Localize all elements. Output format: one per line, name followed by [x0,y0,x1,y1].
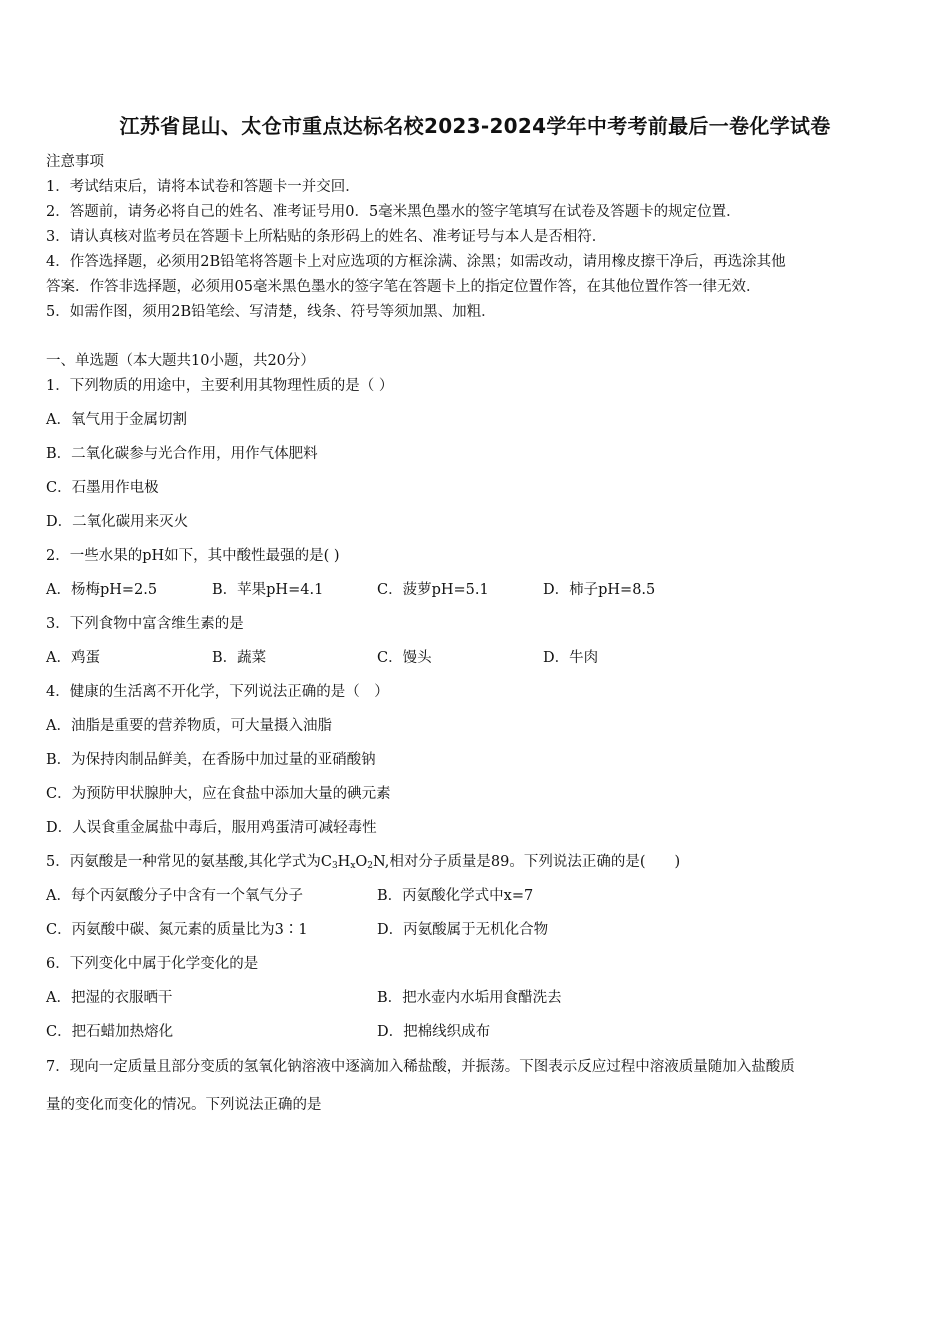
question-4-option-a: A．油脂是重要的营养物质，可大量摄入油脂 [46,718,332,734]
formula-element: O [355,854,368,870]
question-2-option-b: B．苹果pH=4.1 [212,582,324,598]
question-4-option-d: D．人误食重金属盐中毒后，服用鸡蛋清可减轻毒性 [46,820,377,836]
question-4-stem: 4．健康的生活离不开化学，下列说法正确的是（ ） [46,684,389,700]
question-6-stem: 6．下列变化中属于化学变化的是 [46,956,259,972]
section-heading: 一、单选题（本大题共10小题，共20分） [46,353,315,369]
question-3-option-b: B．蔬菜 [212,650,267,666]
question-2-stem: 2．一些水果的pH如下，其中酸性最强的是( ) [46,548,340,564]
notice-item: 答案．作答非选择题，必须用05毫米黑色墨水的签字笔在答题卡上的指定位置作答，在其他位置作答一律无效． [46,279,761,295]
question-3-option-c: C．馒头 [377,650,432,666]
exam-title: 江苏省昆山、太仓市重点达标名校2023-2024学年中考考前最后一卷化学试卷 [119,114,831,138]
question-3-option-a: A．鸡蛋 [46,650,100,666]
notice-item: 4．作答选择题，必须用2B铅笔将答题卡上对应选项的方框涂满、涂黑；如需改动，请用橡皮擦干净后，再选涂其他 [46,254,786,270]
question-1-option-c: C．石墨用作电极 [46,480,159,496]
formula-subscript: x [350,861,356,871]
question-1-stem: 1．下列物质的用途中，主要利用其物理性质的是（ ） [46,378,394,394]
question-5-option-c: C．丙氨酸中碳、氮元素的质量比为3∶1 [46,922,308,938]
notice-item: 1．考试结束后，请将本试卷和答题卡一并交回． [46,179,360,195]
formula-subscript: 3 [331,861,338,871]
question-1-option-d: D．二氧化碳用来灭火 [46,514,189,530]
question-6-option-c: C．把石蜡加热熔化 [46,1024,174,1040]
question-3-stem: 3．下列食物中富含维生素的是 [46,616,244,632]
question-6-option-d: D．把棉线织成布 [377,1024,491,1040]
question-5-option-b: B．丙氨酸化学式中x=7 [377,888,534,904]
question-3-option-d: D．牛肉 [543,650,599,666]
question-4-option-c: C．为预防甲状腺肿大，应在食盐中添加大量的碘元素 [46,786,391,802]
question-5-option-a: A．每个丙氨酸分子中含有一个氧气分子 [46,888,303,904]
question-5-stem-start: 5．丙氨酸是一种常见的氨基酸,其化学式为C [46,854,332,870]
question-4-option-b: B．为保持肉制品鲜美，在香肠中加过量的亚硝酸钠 [46,752,376,768]
question-5-stem-end: N,相对分子质量是89。下列说法正确的是( ) [373,854,681,870]
question-6-option-a: A．把湿的衣服晒干 [46,990,173,1006]
question-5-stem [46,852,680,876]
question-1-option-a: A．氧气用于金属切割 [46,412,187,428]
notice-heading: 注意事项 [46,154,104,170]
formula-subscript: 2 [367,861,374,871]
question-5-option-d: D．丙氨酸属于无机化合物 [377,922,549,938]
formula-element: H [337,854,351,870]
question-7-stem-line-2: 量的变化而变化的情况。下列说法正确的是 [46,1097,322,1113]
notice-item: 5．如需作图，须用2B铅笔绘、写清楚，线条、符号等须加黑、加粗． [46,304,496,320]
notice-item: 2．答题前，请务必将自己的姓名、准考证号用0．5毫米黑色墨水的签字笔填写在试卷及答题卡的规定位置． [46,204,741,220]
question-7-stem-line-1: 7．现向一定质量且部分变质的氢氧化钠溶液中逐滴加入稀盐酸，并振荡。下图表示反应过程中溶液质量随加入盐酸质 [46,1059,795,1075]
question-2-option-d: D．柿子pH=8.5 [543,582,656,598]
question-6-option-b: B．把水壶内水垢用食醋洗去 [377,990,562,1006]
notice-item: 3．请认真核对监考员在答题卡上所粘贴的条形码上的姓名、准考证号与本人是否相符． [46,229,607,245]
question-1-option-b: B．二氧化碳参与光合作用，用作气体肥料 [46,446,318,462]
question-2-option-a: A．杨梅pH=2.5 [46,582,158,598]
question-2-option-c: C．菠萝pH=5.1 [377,582,489,598]
